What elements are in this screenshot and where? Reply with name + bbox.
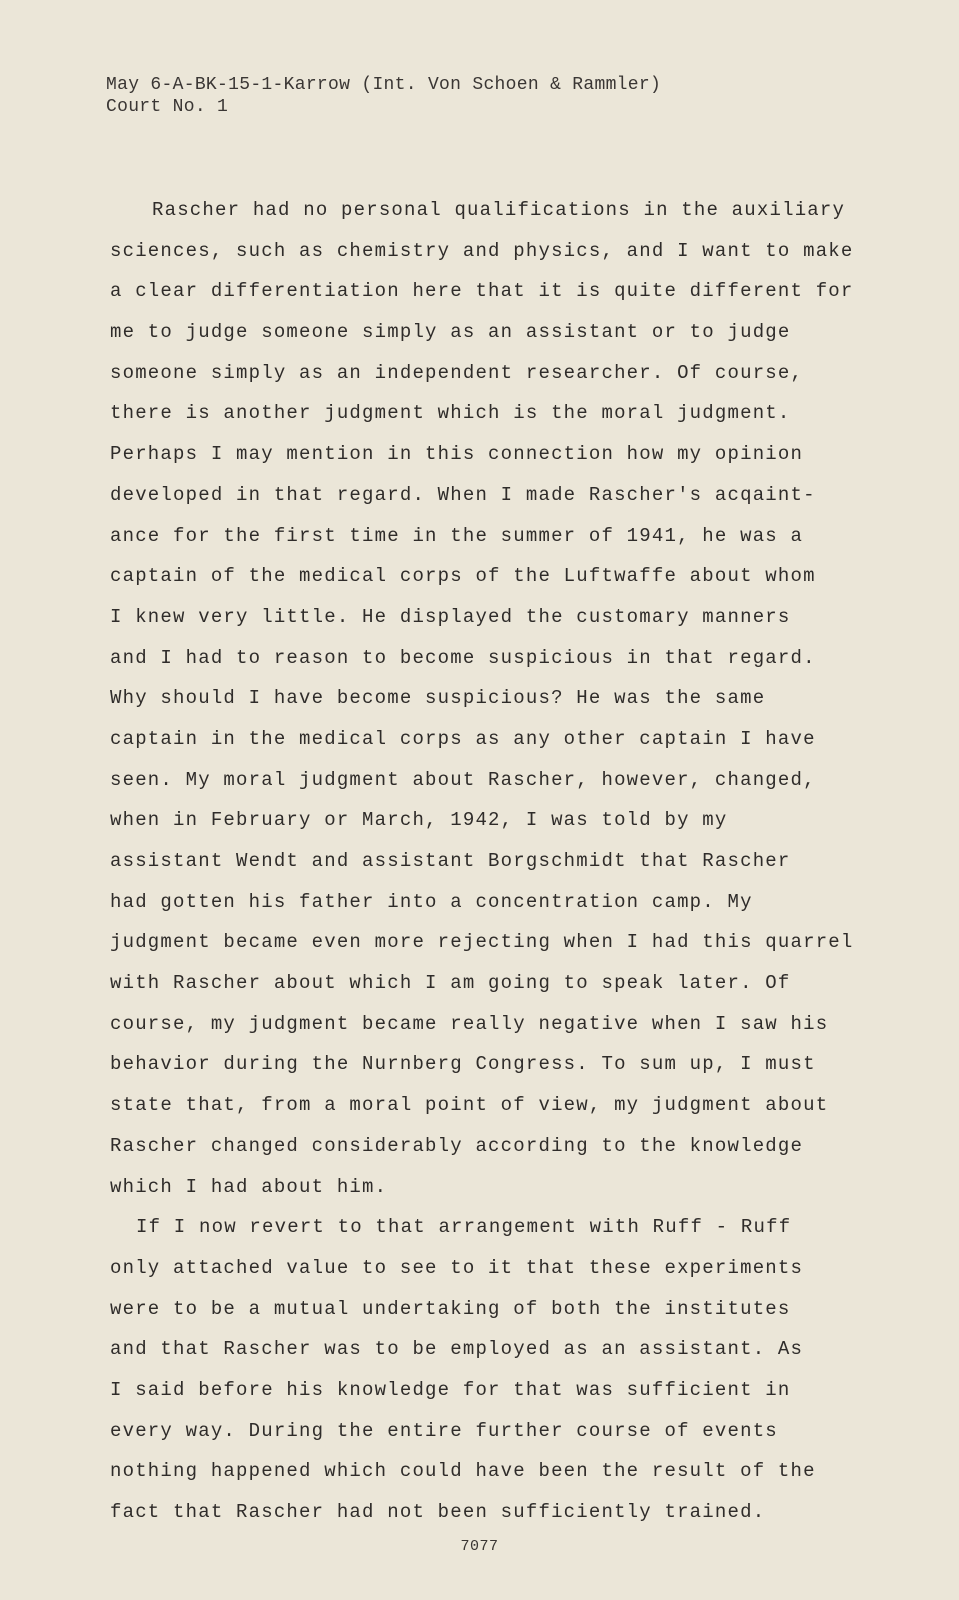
- text-line: course, my judgment became really negative when I saw his: [110, 1012, 829, 1035]
- text-line: and that Rascher was to be employed as an assistant. As: [110, 1338, 804, 1361]
- document-header: [106, 74, 661, 118]
- text-line: captain in the medical corps as any other captain I have: [110, 727, 816, 750]
- paragraph-1: [110, 190, 855, 1207]
- paragraph-2: [110, 1207, 855, 1533]
- text-line: behavior during the Nurnberg Congress. To sum up, I must: [110, 1053, 816, 1076]
- text-line: sciences, such as chemistry and physics, and I want to make: [110, 239, 854, 262]
- text-line: judgment became even more rejecting when I had this quarrel: [110, 931, 854, 954]
- text-line: Perhaps I may mention in this connection how my opinion: [110, 443, 804, 466]
- text-line: ance for the first time in the summer of 1941, he was a: [110, 524, 804, 547]
- text-line: which I had about him.: [110, 1175, 388, 1198]
- text-line: and I had to reason to become suspicious in that regard.: [110, 646, 816, 669]
- text-line: had gotten his father into a concentration camp. My: [110, 890, 753, 913]
- text-line: every way. During the entire further course of events: [110, 1419, 778, 1442]
- text-line: state that, from a moral point of view, my judgment about: [110, 1094, 829, 1117]
- document-body: [110, 190, 855, 1533]
- page-number: 7077: [460, 1538, 499, 1555]
- text-line: only attached value to see to it that these experiments: [110, 1256, 804, 1279]
- text-line: captain of the medical corps of the Luftwaffe about whom: [110, 565, 816, 588]
- text-line: assistant Wendt and assistant Borgschmidt that Rascher: [110, 850, 791, 872]
- header-case-reference: May 6-A-BK-15-1-Karrow (Int. Von Schoen & Rammler): [106, 75, 662, 95]
- text-line: nothing happened which could have been the result of the: [110, 1460, 816, 1483]
- text-line: when in February or March, 1942, I was told by my: [110, 809, 728, 832]
- text-line: a clear differentiation here that it is quite different for: [110, 280, 854, 303]
- text-line: fact that Rascher had not been sufficiently trained.: [110, 1501, 766, 1523]
- text-line: Rascher had no personal qualifications in the auxiliary: [152, 199, 846, 221]
- text-line: Rascher changed considerably according to the knowledge: [110, 1134, 804, 1157]
- text-line: I said before his knowledge for that was sufficient in: [110, 1378, 791, 1401]
- text-line: me to judge someone simply as an assistant or to judge: [110, 321, 791, 344]
- text-line: developed in that regard. When I made Rascher's acqaint-: [110, 483, 816, 506]
- text-line: there is another judgment which is the moral judgment.: [110, 402, 791, 425]
- text-line: Why should I have become suspicious? He was the same: [110, 687, 766, 710]
- text-line: If I now revert to that arrangement with Ruff - Ruff: [136, 1216, 792, 1239]
- text-line: someone simply as an independent researcher. Of course,: [110, 361, 804, 384]
- text-line: seen. My moral judgment about Rascher, however, changed,: [110, 768, 816, 791]
- text-line: with Rascher about which I am going to speak later. Of: [110, 972, 791, 995]
- text-line: I knew very little. He displayed the customary manners: [110, 605, 791, 628]
- header-court: Court No. 1: [106, 97, 229, 117]
- text-line: were to be a mutual undertaking of both the institutes: [110, 1297, 791, 1320]
